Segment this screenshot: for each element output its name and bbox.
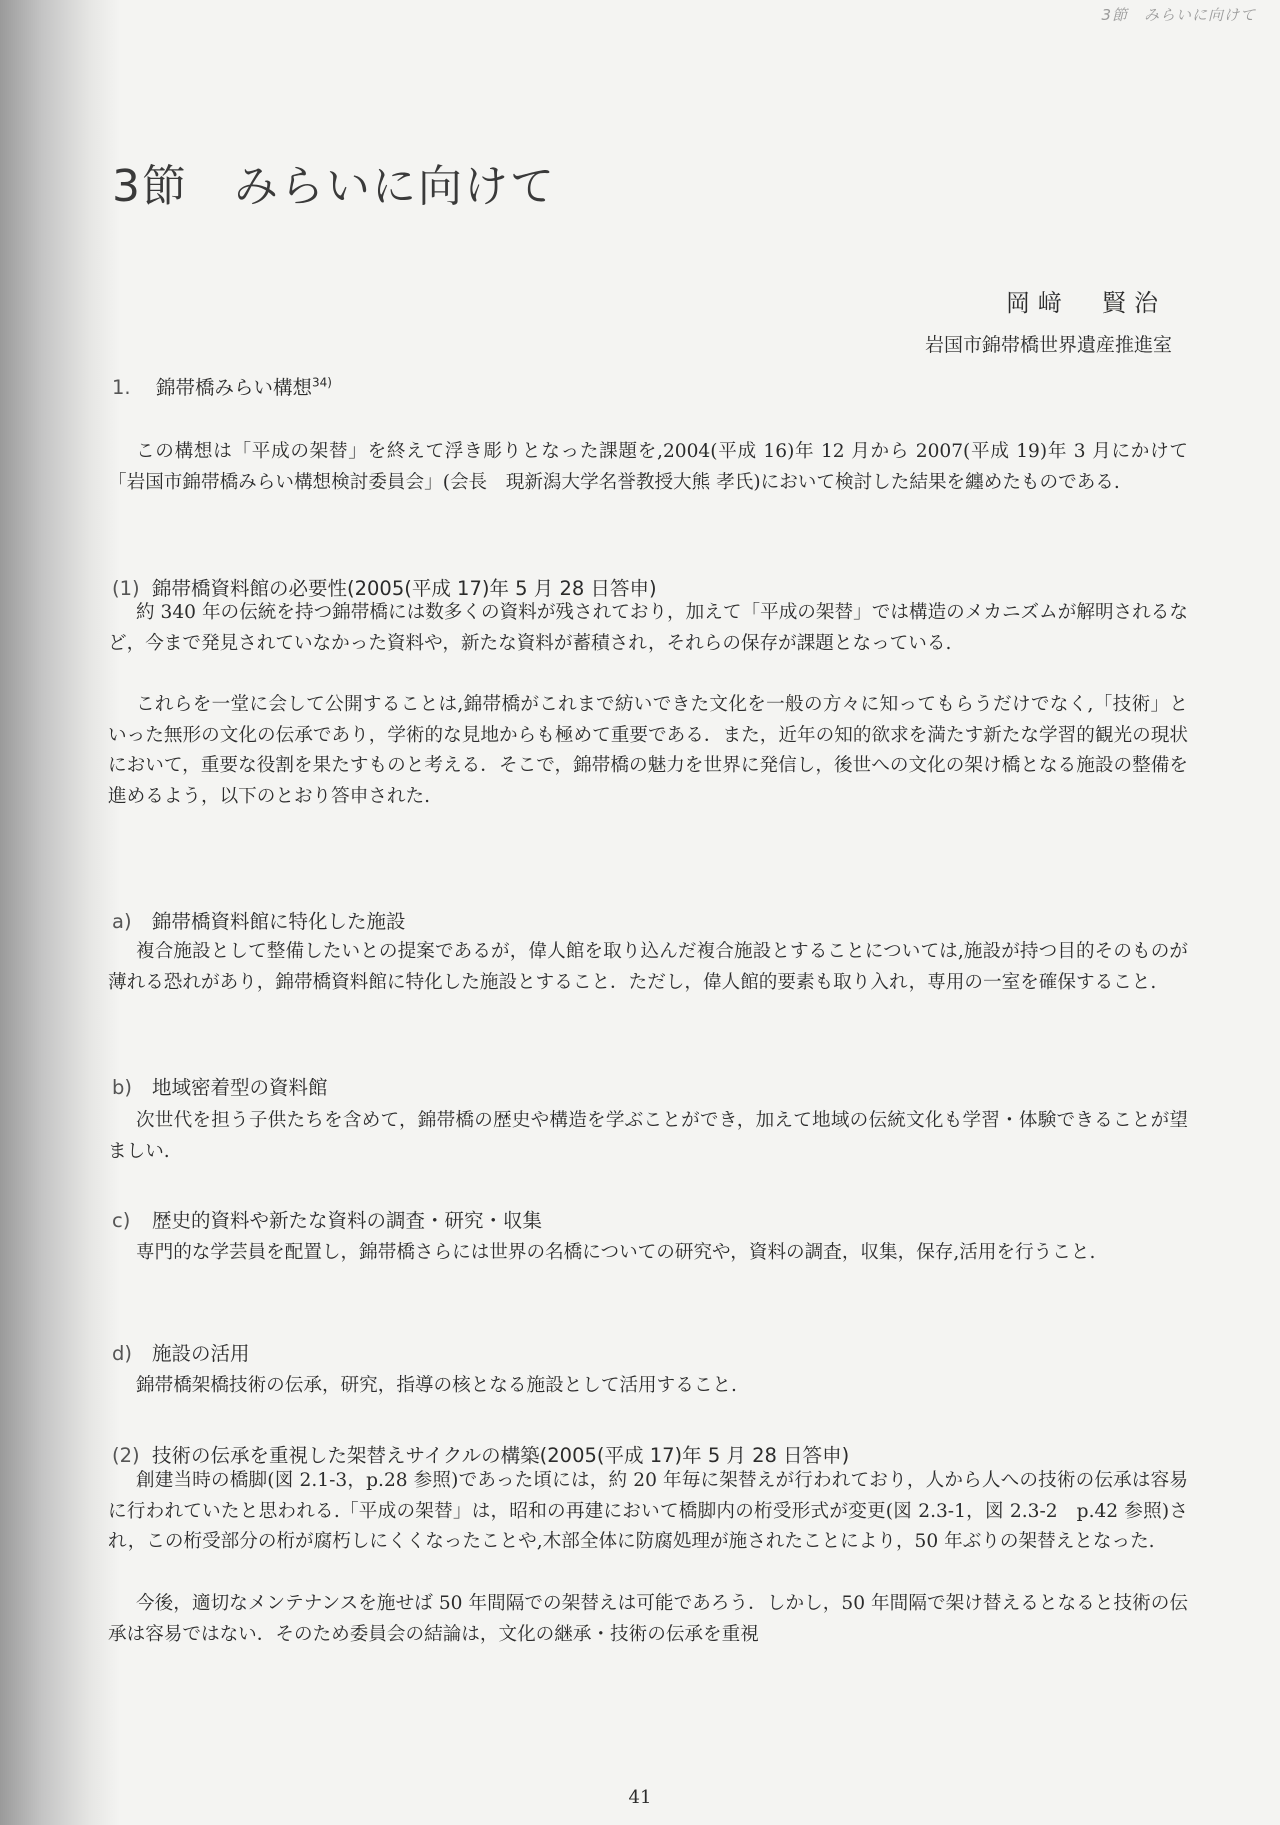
item-title: 錦帯橋資料館に特化した施設: [152, 910, 406, 933]
subsection-heading-1: [112, 573, 657, 601]
item-heading-b: [112, 1072, 328, 1100]
section-title: 錦帯橋みらい構想: [156, 376, 313, 399]
subsection-number: (2): [112, 1444, 140, 1467]
subsection-1-paragraph-2: これらを一堂に会して公開することは,錦帯橋がこれまで紡いできた文化を一般の方々に知ってもらうだけでなく,「技術」といった無形の文化の伝承であり，学術的な見地からも極めて重要である．また，近年の知的欲求を満たす新たな学習的観光の現状において，重要な役割を果たすものと考える．そこで，錦帯橋の魅力を世界に発信し，後世への文化の架け橋となる施設の整備を進めるよう，以下のとおり答申された.: [108, 694, 1188, 807]
item-title: 施設の活用: [152, 1342, 250, 1365]
author-block: [925, 283, 1172, 357]
subsection-title: 技術の伝承を重視した架替えサイクルの構築(2005(平成 17)年 5 月 28 日答申): [152, 1444, 850, 1467]
item-heading-c: [112, 1205, 542, 1233]
item-title: 歴史的資料や新たな資料の調査・研究・収集: [152, 1209, 543, 1232]
section-number: 1.: [112, 376, 131, 399]
reference-mark: 34): [312, 375, 332, 390]
item-number: b): [112, 1076, 132, 1099]
item-number: d): [112, 1342, 132, 1365]
binding-shadow: [0, 0, 120, 1825]
subsection-title: 錦帯橋資料館の必要性(2005(平成 17)年 5 月 28 日答申): [152, 577, 657, 600]
subsection-number: (1): [112, 577, 140, 600]
running-header: 3節 みらいに向けて: [1101, 6, 1256, 24]
item-a-text: 複合施設として整備したいとの提案であるが，偉人館を取り込んだ複合施設とすることについては,施設が持つ目的そのものが薄れる恐れがあり，錦帯橋資料館に特化した施設とすること．ただし，偉人館的要素も取り入れ，専用の一室を確保すること.: [108, 941, 1188, 993]
subsection-heading-2: [112, 1440, 849, 1468]
subsection-2-paragraph-1: 創建当時の橋脚(図 2.1-3，p.28 参照)であった頃には，約 20 年毎に架替えが行われており，人から人への技術の伝承は容易に行われていたと思われる.「平成の架替」は，昭和の再建において橋脚内の桁受形式が変更(図 2.3-1，図 2.3-2 p.42 参照)され，この桁受部分の桁が腐朽しにくくなったことや,木部全体に防腐処理が施されたことにより，50 年ぶりの架替えとなった.: [108, 1470, 1188, 1552]
intro-paragraph: この構想は「平成の架替」を終えて浮き彫りとなった課題を,2004(平成 16)年 12 月から 2007(平成 19)年 3 月にかけて「岩国市錦帯橋みらい構想検討委員会」(会長 現新潟大学名誉教授大熊 孝氏)において検討した結果を纏めたものである.: [108, 441, 1188, 493]
item-number: c): [112, 1209, 131, 1232]
item-title: 地域密着型の資料館: [152, 1076, 328, 1099]
item-c-text: 専門的な学芸員を配置し，錦帯橋さらには世界の名橋についての研究や，資料の調査，収集，保存,活用を行うこと.: [136, 1242, 1096, 1263]
item-number: a): [112, 910, 132, 933]
item-heading-d: [112, 1338, 250, 1366]
section-heading-1: [112, 372, 332, 400]
page-title: 3節 みらいに向けて: [112, 161, 556, 212]
item-heading-a: [112, 906, 406, 934]
item-d-text: 錦帯橋架橋技術の伝承，研究，指導の核となる施設として活用すること.: [136, 1375, 737, 1396]
author-affiliation: 岩国市錦帯橋世界遺産推進室: [924, 334, 1172, 356]
author-name: 岡﨑 賢治: [1006, 289, 1166, 317]
subsection-2-paragraph-2: 今後，適切なメンテナンスを施せば 50 年間隔での架替えは可能であろう．しかし，50 年間隔で架け替えるとなると技術の伝承は容易ではない．そのため委員会の結論は，文化の継承・技術の伝承を重視: [108, 1593, 1188, 1645]
page-number: 41: [628, 1787, 652, 1808]
item-b-text: 次世代を担う子供たちを含めて，錦帯橋の歴史や構造を学ぶことができ，加えて地域の伝統文化も学習・体験できることが望ましい.: [108, 1110, 1188, 1162]
subsection-1-paragraph-1: 約 340 年の伝統を持つ錦帯橋には数多くの資料が残されており，加えて「平成の架替」では構造のメカニズムが解明されるなど，今まで発見されていなかった資料や，新たな資料が蓄積され，それらの保存が課題となっている.: [108, 602, 1188, 654]
